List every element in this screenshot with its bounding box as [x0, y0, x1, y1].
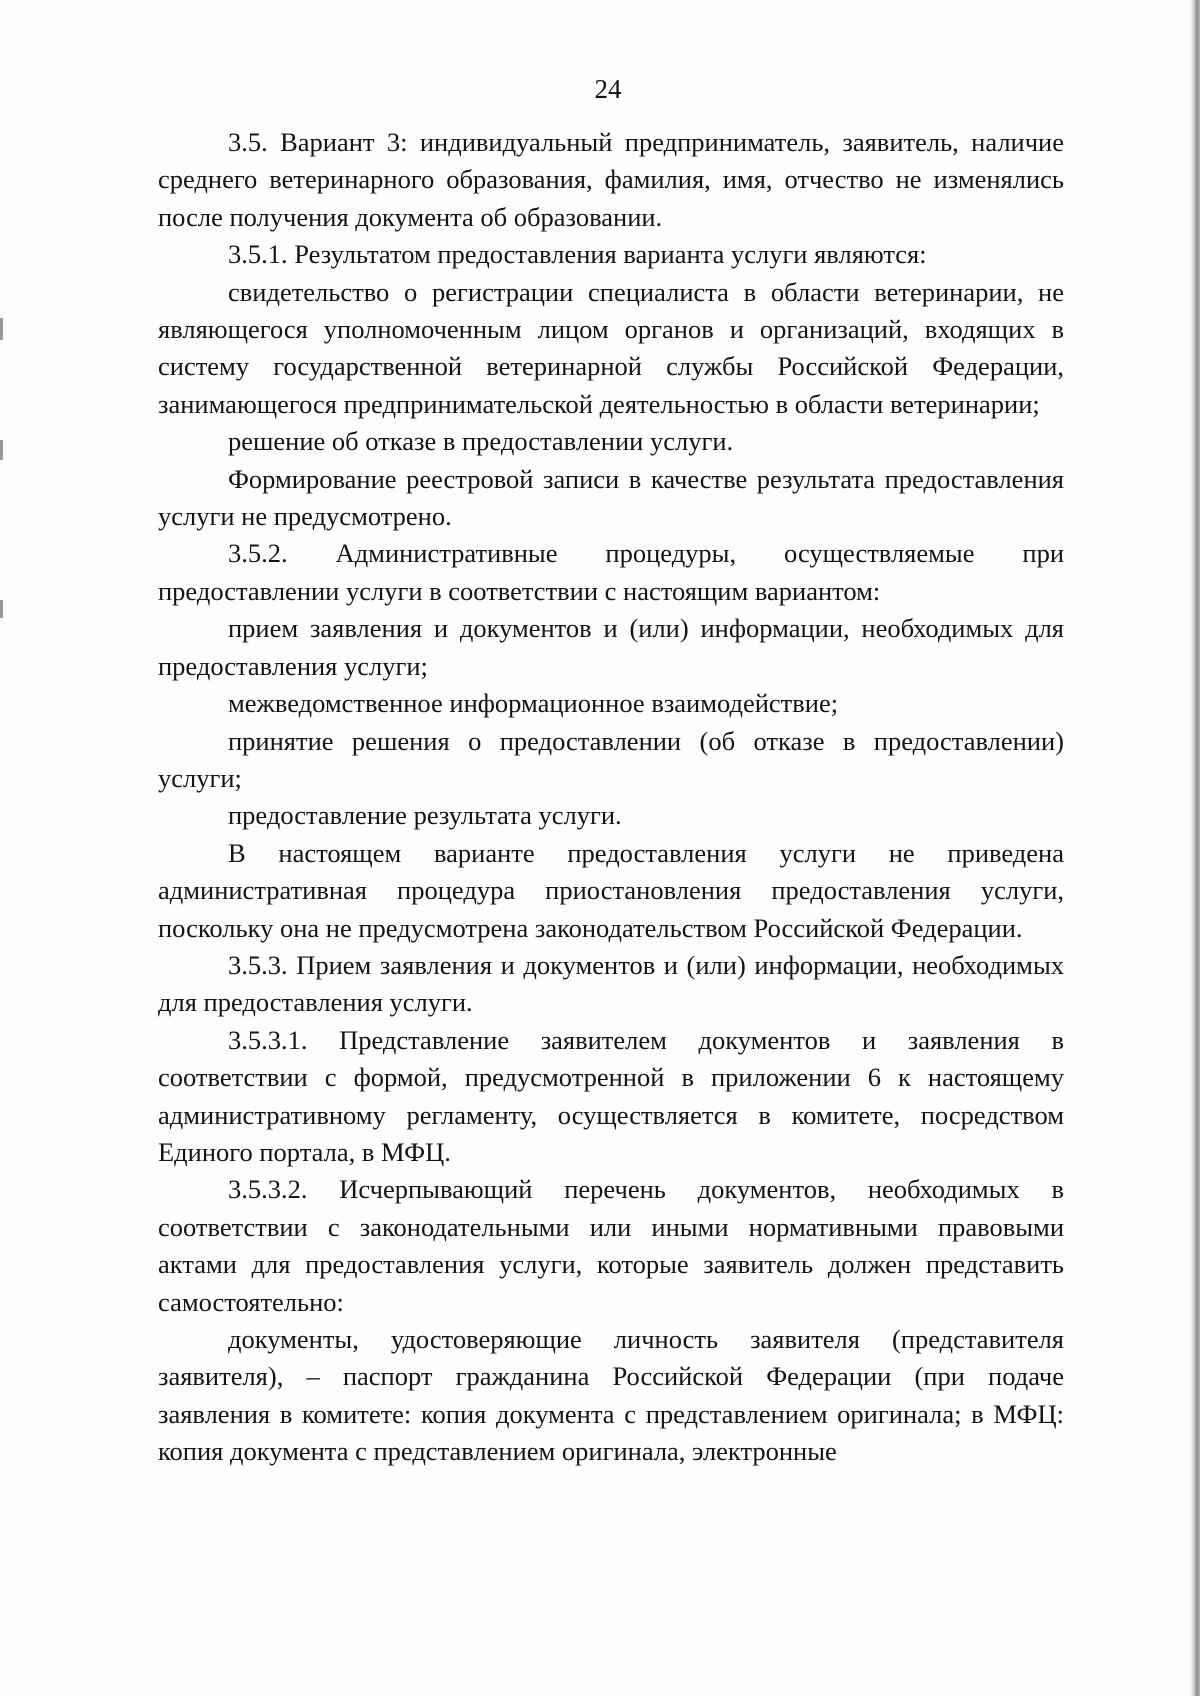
- page-number: 24: [594, 74, 622, 104]
- scan-mark-left: [0, 440, 3, 460]
- paragraph: 3.5. Вариант 3: индивидуальный предприниматель, заявитель, наличие среднего ветеринарного образования, фамилия, имя, отчество не изменялись после получения документа об образовании.: [158, 127, 1064, 232]
- paragraph: межведомственное информационное взаимодействие;: [228, 688, 839, 719]
- paragraph: 3.5.3.1. Представление заявителем документов и заявления в соответствии с формой, предусмотренной в приложении 6 к настоящему административному регламенту, осуществляется в комитете, посредством Единого портала, в МФЦ.: [158, 1024, 1064, 1167]
- paragraph: предоставление результата услуги.: [228, 800, 622, 831]
- document-body: [158, 124, 1064, 1471]
- paragraph: свидетельство о регистрации специалиста в области ветеринарии, не являющегося уполномоченным лицом органов и организаций, входящих в систему государственной ветеринарной службы Российской Федерации, занимающегося предпринимательской деятельностью в области ветеринарии;: [158, 276, 1064, 419]
- paragraph: решение об отказе в предоставлении услуги.: [228, 426, 734, 457]
- scan-mark-left: [0, 600, 3, 618]
- paragraph: прием заявления и документов и (или) информации, необходимых для предоставления услуги;: [158, 613, 1064, 681]
- paragraph: 3.5.1. Результатом предоставления варианта услуги являются:: [228, 239, 927, 270]
- paragraph: принятие решения о предоставлении (об отказе в предоставлении) услуги;: [158, 725, 1064, 793]
- paragraph: 3.5.3.2. Исчерпывающий перечень документов, необходимых в соответствии с законодательными или иными нормативными правовыми актами для предоставления услуги, которые заявитель должен представить самостоятельно:: [158, 1174, 1064, 1317]
- paragraph: 3.5.2. Административные процедуры, осуществляемые при предоставлении услуги в соответствии с настоящим вариантом:: [158, 538, 1064, 606]
- scan-mark-left: [0, 318, 3, 340]
- paragraph: документы, удостоверяющие личность заявителя (представителя заявителя), – паспорт гражданина Российской Федерации (при подаче заявления в комитете: копия документа с представлением оригинала; в МФЦ: копия документа с представлением оригинала, электронные: [158, 1324, 1064, 1467]
- scan-border-right: [1190, 0, 1200, 1696]
- paragraph: В настоящем варианте предоставления услуги не приведена административная процедура приостановления предоставления услуги, поскольку она не предусмотрена законодательством Российской Федерации.: [158, 837, 1064, 943]
- paragraph: Формирование реестровой записи в качестве результата предоставления услуги не предусмотрено.: [158, 463, 1064, 532]
- paragraph: 3.5.3. Прием заявления и документов и (или) информации, необходимых для предоставления услуги.: [158, 949, 1064, 1018]
